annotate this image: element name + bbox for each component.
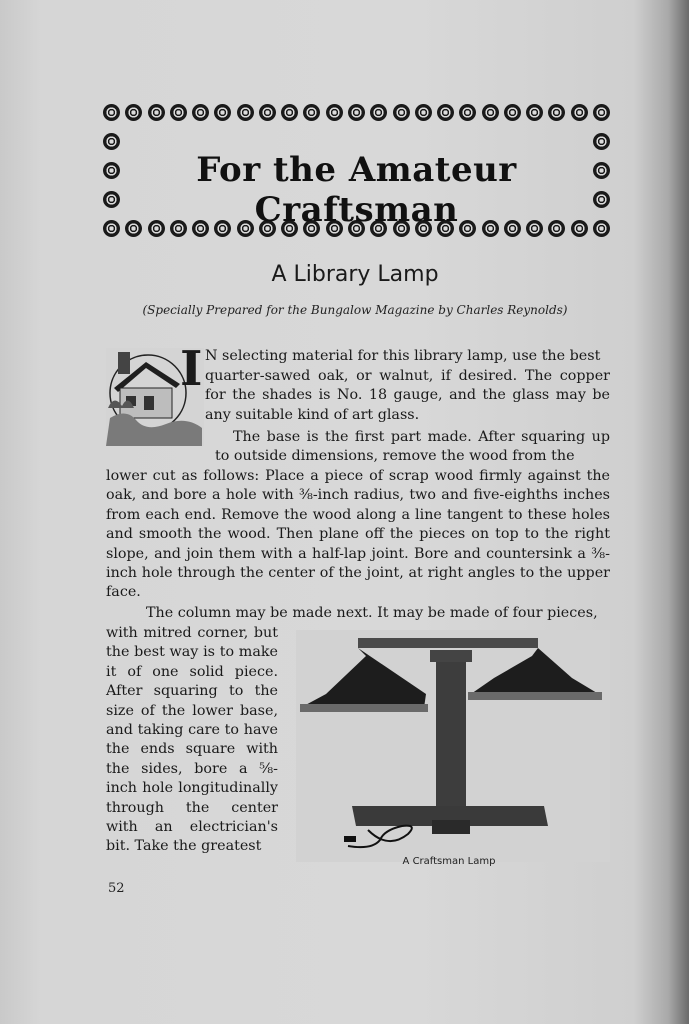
rosette-ornament	[482, 104, 499, 121]
paragraph-2-start: The base is the first part made. After squaring up to outside dimensions, remove the wood from the	[215, 429, 610, 465]
paragraph-2-body: lower cut as follows: Place a piece of scrap wood firmly against the oak, and bore a hole with ⅜-inch radius, two and five-eighths inches from each end. Remove the wood along a line tangent to these holes and smooth the wood. Then plane off the pieces on top to the right slope, and join them with a half-lap joint. Bore and countersink a ⅜-inch hole through the center of the joint, at right angles to the upper face.	[106, 468, 610, 601]
rosette-ornament	[170, 104, 187, 121]
paragraph-1-line-1: N selecting material for this library lamp, use the best	[205, 348, 601, 364]
rosette-ornament	[504, 104, 521, 121]
article-title: A Library Lamp	[271, 262, 439, 287]
rosette-ornament	[370, 104, 387, 121]
rosette-ornament	[415, 104, 432, 121]
drop-cap-letter: I	[180, 341, 203, 397]
rosette-ornament	[192, 104, 209, 121]
rosette-ornament	[237, 104, 254, 121]
rosette-ornament	[593, 133, 610, 150]
rosette-ornament	[393, 104, 410, 121]
rosette-ornament	[348, 104, 365, 121]
rosette-ornament	[303, 104, 320, 121]
rosette-ornament	[103, 133, 120, 150]
rosette-ornament	[526, 104, 543, 121]
page-number: 52	[108, 881, 125, 896]
rosette-ornament	[281, 104, 298, 121]
rosette-ornament	[459, 104, 476, 121]
paragraph-3-column: with mitred corner, but the best way is to make it of one solid piece. After squaring to the size of the lower base, and taking care to have the ends square with the sides, bore a ⅝-inch hole longitudinally through the center with an electrician's bit. Take the greatest	[106, 625, 278, 855]
craftsman-lamp-photo	[296, 630, 610, 862]
rosette-ornament	[593, 104, 610, 121]
article-byline: (Specially Prepared for the Bungalow Magazine by Charles Reynolds)	[142, 303, 568, 317]
paragraph-3-start: The column may be made next. It may be made of four pieces,	[146, 605, 598, 621]
rosette-ornament	[214, 104, 231, 121]
rosette-ornament	[259, 104, 276, 121]
rosette-ornament	[437, 104, 454, 121]
section-banner-title: For the Amateur Craftsman	[196, 150, 517, 230]
rosette-ornament	[103, 104, 120, 121]
rosette-ornament	[571, 104, 588, 121]
paragraph-1-rest: quarter-sawed oak, or walnut, if desired. The copper for the shades is No. 18 gauge, and the glass may be any suitable kind of art glass.	[205, 368, 610, 423]
rosette-ornament	[548, 104, 565, 121]
rosette-ornament	[125, 104, 142, 121]
rosette-ornament	[326, 104, 343, 121]
figure-caption: A Craftsman Lamp	[402, 856, 496, 867]
rosette-ornament	[148, 104, 165, 121]
